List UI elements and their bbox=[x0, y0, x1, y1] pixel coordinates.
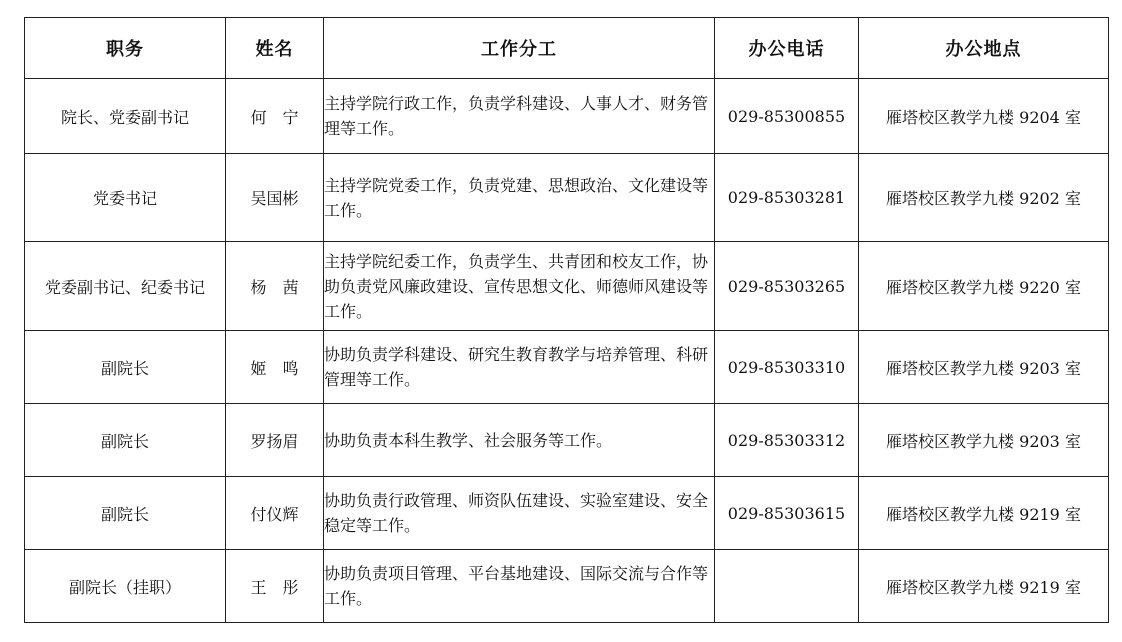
cell-duty: 协助负责学科建设、研究生教育教学与培养管理、科研管理等工作。 bbox=[324, 331, 715, 404]
cell-phone: 029-85303310 bbox=[715, 331, 859, 404]
cell-title: 党委副书记、纪委书记 bbox=[25, 242, 226, 331]
cell-name bbox=[226, 242, 324, 331]
cell-name bbox=[226, 79, 324, 154]
header-phone: 办公电话 bbox=[715, 18, 859, 79]
header-row bbox=[25, 18, 1109, 79]
table-row bbox=[25, 404, 1109, 477]
cell-phone: 029-85303281 bbox=[715, 154, 859, 242]
table-row bbox=[25, 477, 1109, 550]
table-row bbox=[25, 331, 1109, 404]
cell-duty: 主持学院行政工作，负责学科建设、人事人才、财务管理等工作。 bbox=[324, 79, 715, 154]
header-name: 姓名 bbox=[226, 18, 324, 79]
cell-location: 雁塔校区教学九楼 9203 室 bbox=[859, 331, 1109, 404]
cell-title: 副院长 bbox=[25, 404, 226, 477]
cell-title: 院长、党委副书记 bbox=[25, 79, 226, 154]
table-header bbox=[25, 18, 1109, 79]
cell-location: 雁塔校区教学九楼 9220 室 bbox=[859, 242, 1109, 331]
cell-duty: 协助负责本科生教学、社会服务等工作。 bbox=[324, 404, 715, 477]
cell-phone: 029-85300855 bbox=[715, 79, 859, 154]
cell-location: 雁塔校区教学九楼 9219 室 bbox=[859, 477, 1109, 550]
cell-name bbox=[226, 550, 324, 623]
cell-title: 副院长 bbox=[25, 331, 226, 404]
header-location: 办公地点 bbox=[859, 18, 1109, 79]
cell-phone bbox=[715, 550, 859, 623]
table-row bbox=[25, 550, 1109, 623]
cell-name bbox=[226, 331, 324, 404]
cell-name: 吴国彬 bbox=[226, 154, 324, 242]
cell-title: 副院长 bbox=[25, 477, 226, 550]
cell-name: 付仪辉 bbox=[226, 477, 324, 550]
table-row bbox=[25, 154, 1109, 242]
cell-phone: 029-85303312 bbox=[715, 404, 859, 477]
header-title: 职务 bbox=[25, 18, 226, 79]
staff-table bbox=[24, 17, 1109, 623]
cell-name-text: 王彤 bbox=[250, 577, 315, 597]
cell-phone: 029-85303615 bbox=[715, 477, 859, 550]
table-row bbox=[25, 242, 1109, 331]
cell-name-text: 姬鸣 bbox=[250, 358, 315, 378]
cell-duty: 主持学院党委工作，负责党建、思想政治、文化建设等工作。 bbox=[324, 154, 715, 242]
header-duty: 工作分工 bbox=[324, 18, 715, 79]
cell-title: 党委书记 bbox=[25, 154, 226, 242]
table-body bbox=[25, 79, 1109, 623]
cell-duty: 协助负责项目管理、平台基地建设、国际交流与合作等工作。 bbox=[324, 550, 715, 623]
cell-location: 雁塔校区教学九楼 9203 室 bbox=[859, 404, 1109, 477]
cell-name: 罗扬眉 bbox=[226, 404, 324, 477]
cell-phone: 029-85303265 bbox=[715, 242, 859, 331]
cell-title: 副院长（挂职） bbox=[25, 550, 226, 623]
table-row bbox=[25, 79, 1109, 154]
cell-name-text: 杨茜 bbox=[250, 277, 315, 297]
cell-name-text: 何宁 bbox=[250, 107, 315, 127]
cell-location: 雁塔校区教学九楼 9219 室 bbox=[859, 550, 1109, 623]
cell-duty: 主持学院纪委工作，负责学生、共青团和校友工作，协助负责党风廉政建设、宣传思想文化、师德师风建设等工作。 bbox=[324, 242, 715, 331]
cell-location: 雁塔校区教学九楼 9202 室 bbox=[859, 154, 1109, 242]
cell-duty: 协助负责行政管理、师资队伍建设、实验室建设、安全稳定等工作。 bbox=[324, 477, 715, 550]
cell-location: 雁塔校区教学九楼 9204 室 bbox=[859, 79, 1109, 154]
